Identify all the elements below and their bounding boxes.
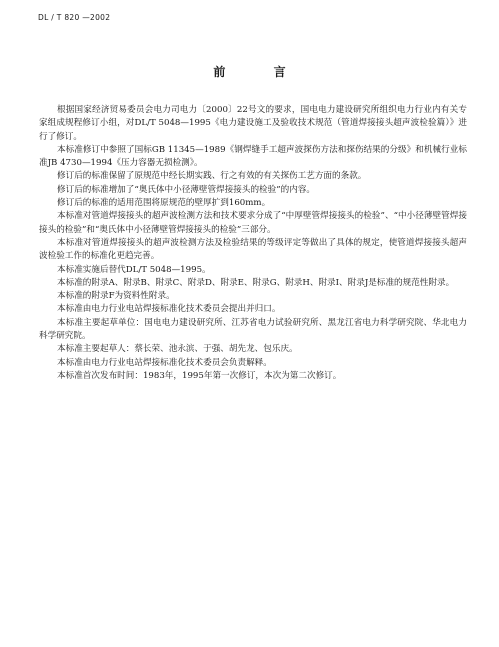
foreword-body xyxy=(39,104,467,383)
paragraph: 本标准的附录F为资料性附录。 xyxy=(57,291,175,302)
paragraph: 本标准由电力行业电站焊接标准化技术委员会负责解释。 xyxy=(57,357,272,368)
paragraph: 本标准对管道焊接接头的超声波检测方法及检验结果的等级评定等做出了具体的规定，使管道焊接接头超声波检验工作的标准化更趋完善。 xyxy=(39,237,467,262)
paragraph: 本标准首次发布时间：1983年，1995年第一次修订，本次为第二次修订。 xyxy=(57,370,342,381)
paragraph: 本标准由电力行业电站焊接标准化技术委员会提出并归口。 xyxy=(57,304,281,315)
paragraph: 修订后的标准增加了“奥氏体中小径薄壁管焊接接头的检验”的内容。 xyxy=(57,184,316,195)
paragraph: 本标准实施后替代DL/T 5048—1995。 xyxy=(57,264,211,275)
page-title: 前 言 xyxy=(213,65,308,79)
paragraph: 本标准的附录A、附录B、附录C、附录D、附录E、附录G、附录H、附录I、附录J是标准的规范性附录。 xyxy=(57,277,455,288)
document-code-header: DL / T 820 —2002 xyxy=(38,13,111,22)
paragraph: 本标准主要起草人：蔡长荣、池永滨、于强、胡先龙、包乐庆。 xyxy=(57,344,298,355)
paragraph: 修订后的标准的适用范围将原规范的壁厚扩到160mm。 xyxy=(57,198,271,209)
paragraph: 本标准主要起草单位：国电电力建设研究所、江苏省电力试验研究所、黑龙江省电力科学研究院、华北电力科学研究院。 xyxy=(39,317,467,342)
paragraph: 根据国家经济贸易委员会电力司电力〔2000〕22号文的要求，国电电力建设研究所组织电力行业内有关专家组成规程修订小组，对DL/T 5048—1995《电力建设施工及验收技术规范（管道焊接接头超声波检验篇）》进行了修订。 xyxy=(39,105,467,142)
paragraph: 本标准对管道焊接接头的超声波检测方法和技术要求分成了“中厚壁管焊接接头的检验”、“中小径薄壁管焊接接头的检验”和“奥氏体中小径薄壁管焊接接头的检验”三部分。 xyxy=(39,211,467,235)
paragraph: 本标准修订中参照了国标GB 11345—1989《钢焊缝手工超声波探伤方法和探伤结果的分级》和机械行业标准JB 4730—1994《压力容器无损检测》。 xyxy=(39,144,467,169)
paragraph: 修订后的标准保留了原规范中经长期实践、行之有效的有关探伤工艺方面的条款。 xyxy=(57,171,367,182)
